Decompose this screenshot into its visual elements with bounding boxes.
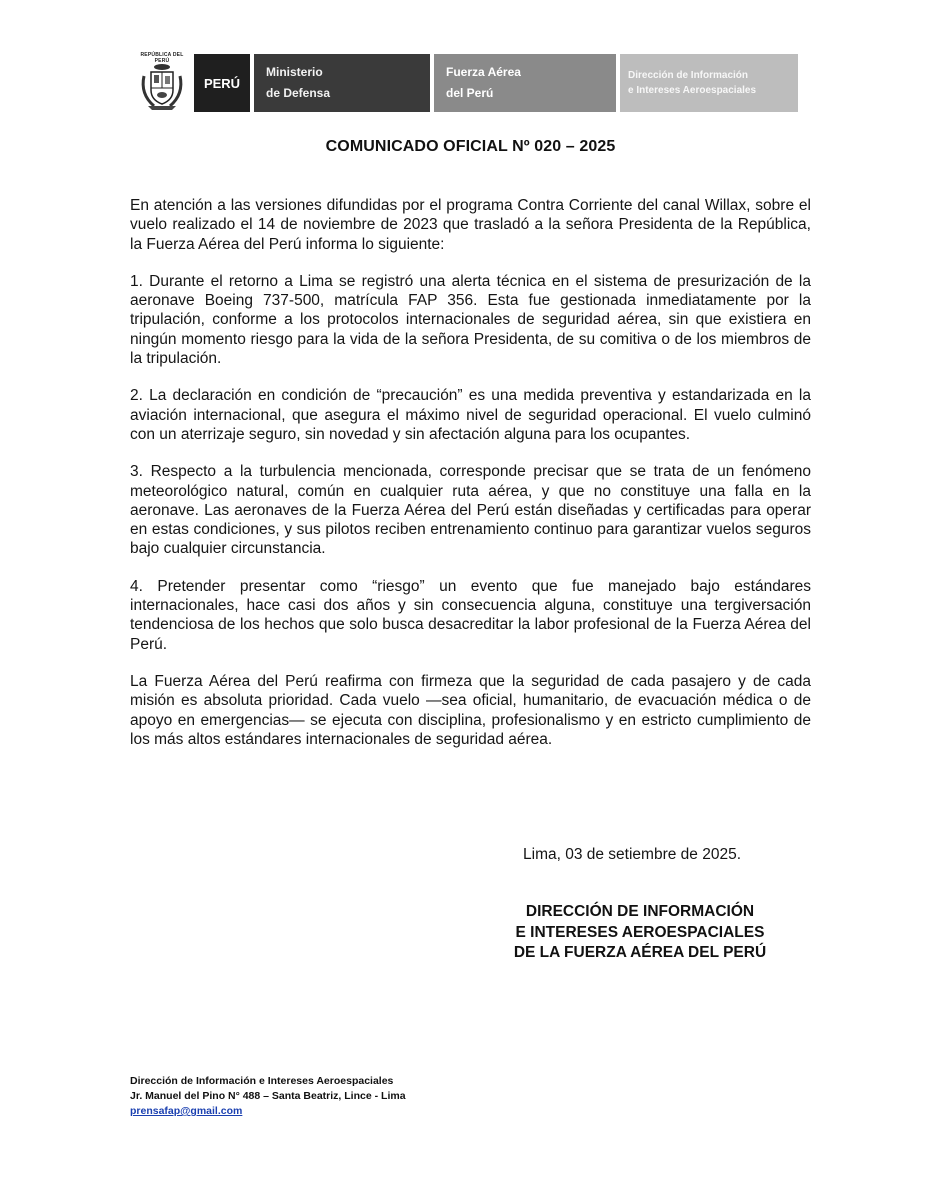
- ministry-line-1: Ministerio: [266, 65, 323, 79]
- point-2-paragraph: 2. La declaración en condición de “precaución” es una medida preventiva y estandarizada en la aviación internacional, que asegura el máximo nivel de seguridad operacional. El vuelo culminó con un aterrizaje seguro, sin novedad y sin afectación alguna para los ocupantes.: [130, 387, 811, 443]
- communique-body: [130, 196, 811, 767]
- point-1-paragraph: 1. Durante el retorno a Lima se registró una alerta técnica en el sistema de presurización de la aeronave Boeing 737-500, matrícula FAP 356. Esta fue gestionada inmediatamente por la tripulación, conforme a los protocolos internacionales de seguridad aérea, sin que existiera en ningún momento riesgo para la vida de la señora Presidenta, de su comitiva o de los miembros de la tripulación.: [130, 272, 811, 368]
- air-force-block: [434, 54, 616, 112]
- signature-line-3: DE LA FUERZA AÉREA DEL PERÚ: [513, 944, 767, 961]
- directorate-line-1: Dirección de Información: [628, 70, 749, 81]
- footer-email-link[interactable]: prensafap@gmail.com: [130, 1105, 243, 1117]
- coat-of-arms-emblem: [134, 54, 190, 112]
- air-force-line-2: del Perú: [446, 86, 494, 100]
- footer-address: Jr. Manuel del Pino N° 488 – Santa Beatriz, Lince - Lima: [130, 1090, 406, 1102]
- directorate-line-2: e Intereses Aeroespaciales: [628, 85, 757, 96]
- signature-block: [480, 902, 800, 964]
- point-3-paragraph: 3. Respecto a la turbulencia mencionada, corresponde precisar que se trata de un fenómeno meteorológico natural, común en cualquier ruta aérea, y que no constituye una falla en la aeronave. Las aeronaves de la Fuerza Aérea del Perú están diseñadas y certificadas para operar en estas condiciones, y sus pilotos reciben entrenamiento continuo para garantizar vuelos seguros bajo cualquier circunstancia.: [130, 463, 811, 558]
- peru-label-block: [194, 54, 250, 112]
- air-force-line-1: Fuerza Aérea: [446, 65, 521, 79]
- ministry-block: [254, 54, 430, 112]
- ministry-line-2: de Defensa: [266, 86, 331, 100]
- signature-line-1: DIRECCIÓN DE INFORMACIÓN: [525, 903, 755, 920]
- footer: [130, 1074, 406, 1119]
- emblem-caption: REPÚBLICA DEL PERÚ: [140, 52, 184, 64]
- letterhead: [134, 54, 798, 112]
- directorate-block: [620, 54, 798, 112]
- point-4-paragraph: 4. Pretender presentar como “riesgo” un evento que fue manejado bajo estándares internacionales, hace casi dos años y sin consecuencia alguna, constituye una tergiversación tendenciosa de los hechos que solo busca desacreditar la labor profesional de la Fuerza Aérea del Perú.: [130, 577, 811, 653]
- document-title: COMUNICADO OFICIAL Nº 020 – 2025: [325, 138, 616, 155]
- closing-paragraph: La Fuerza Aérea del Perú reafirma con firmeza que la seguridad de cada pasajero y de cada misión es absoluta prioridad. Cada vuelo —sea oficial, humanitario, de evacuación médica o de apoyo en emergencias— se ejecuta con disciplina, profesionalismo y en estricto cumplimiento de los más altos estándares internacionales de seguridad aérea.: [130, 672, 811, 748]
- footer-office: Dirección de Información e Intereses Aeroespaciales: [130, 1075, 394, 1087]
- date-line: Lima, 03 de setiembre de 2025.: [523, 846, 741, 863]
- peru-label: PERÚ: [203, 75, 241, 91]
- signature-line-2: E INTERESES AEROESPACIALES: [515, 923, 765, 941]
- intro-paragraph: En atención a las versiones difundidas por el programa Contra Corriente del canal Willax, sobre el vuelo realizado el 14 de noviembre de 2023 que trasladó a la señora Presidenta de la República, la Fuerza Aérea del Perú informa lo siguiente:: [130, 197, 811, 253]
